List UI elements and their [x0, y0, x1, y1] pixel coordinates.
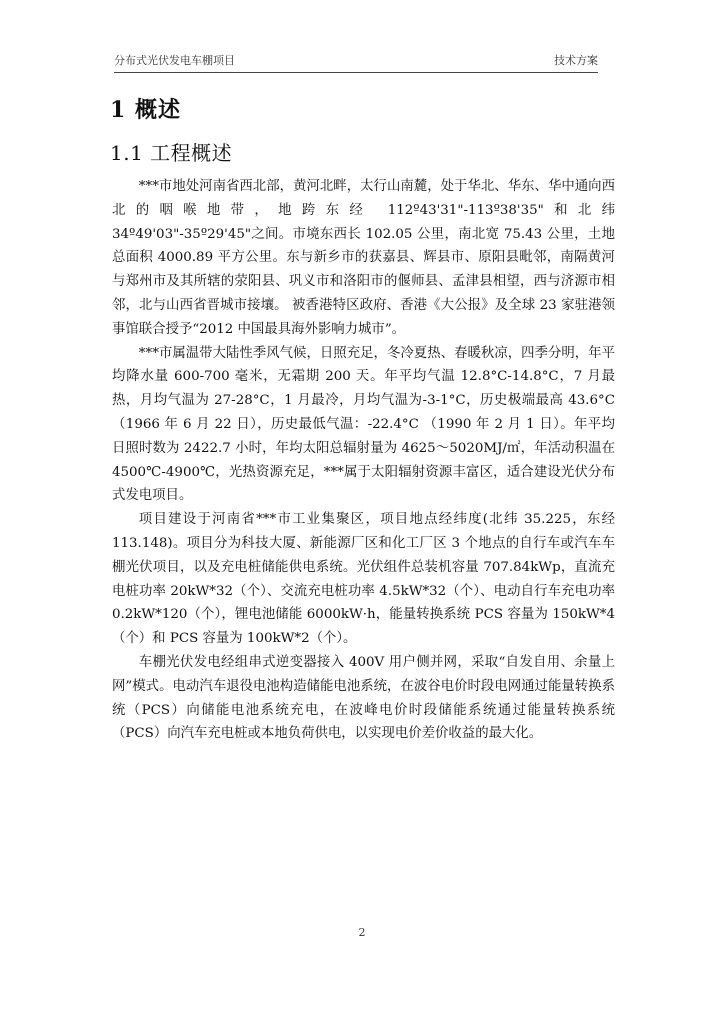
chapter-heading: 1 概述 [110, 97, 181, 123]
header-section-title: 技术方案 [554, 54, 598, 67]
page-number: 2 [358, 926, 366, 939]
paragraph-location: ***市地处河南省西北部，黄河北畔，太行山南麓，处于华北、华东、华中通向西北的咽喉地带，地跨东经 112º43'31"-113º38'35"和北纬 34º49'03"-35º29'45"之间。市境东西长 102.05 公里，南北宽 75.43 公里，土地总面积 4000.89 平方公里。东与新乡市的获嘉县、辉县市、原阳县毗邻，南隔黄河与郑州市及其所辖的荥阳县、巩义市和洛阳市的偃师县、孟津县相望，西与济源市相邻，北与山西省晋城市接壤。 被香港特区政府、香港《大公报》及全球 23 家驻港领事馆联合授予“2012 中国最具海外影响力城市”。 [112, 179, 615, 337]
header-project-title: 分布式光伏发电车棚项目 [114, 54, 235, 67]
section-heading: 1.1 工程概述 [110, 141, 233, 165]
paragraph-project-scope: 项目建设于河南省***市工业集聚区，项目地点经纬度(北纬 35.225，东经 113.148)。项目分为科技大厦、新能源厂区和化工厂区 3 个地点的自行车或汽车车棚光伏项目，以及充电桩储能供电系统。光伏组件总装机容量 707.84kWp，直流充电桩功率 20kW*32（个）、交流充电桩功率 4.5kW*32（个）、电动自行车充电功率 0.2kW*120（个），锂电池储能 6000kW·h，能量转换系统 PCS 容量为 150kW*4（个）和 PCS 容量为 100kW*2（个）。 [112, 512, 615, 647]
paragraph-grid-connection: 车棚光伏发电经组串式逆变器接入 400V 用户侧并网，采取“自发自用、余量上网”模式。电动汽车退役电池构造储能电池系统，在波谷电价时段电网通过能量转换系统（PCS）向储能电池系统充电，在波峰电价时段储能系统通过能量转换系统（PCS）向汽车充电桩或本地负荷供电，以实现电价差价收益的最大化。 [112, 654, 615, 742]
paragraph-climate: ***市属温带大陆性季风气候，日照充足，冬冷夏热、春暖秋凉，四季分明，年平均降水量 600-700 毫米，无霜期 200 天。年平均气温 12.8°C-14.8°C，7 月最热，月均气温为 27-28°C，1 月最冷，月均气温为-3-1°C，历史极端最高 43.6°C（1966 年 6 月 22 日），历史最低气温：-22.4°C （1990 年 2 月 1 日）。年平均日照时数为 2422.7 小时，年均太阳总辐射量为 4625～5020MJ/㎡，年活动积温在 4500℃-4900℃，光热资源充足，***属于太阳辐射资源丰富区，适合建设光伏分布式发电项目。 [112, 345, 615, 504]
body-text [112, 175, 615, 746]
page-header [114, 52, 598, 73]
